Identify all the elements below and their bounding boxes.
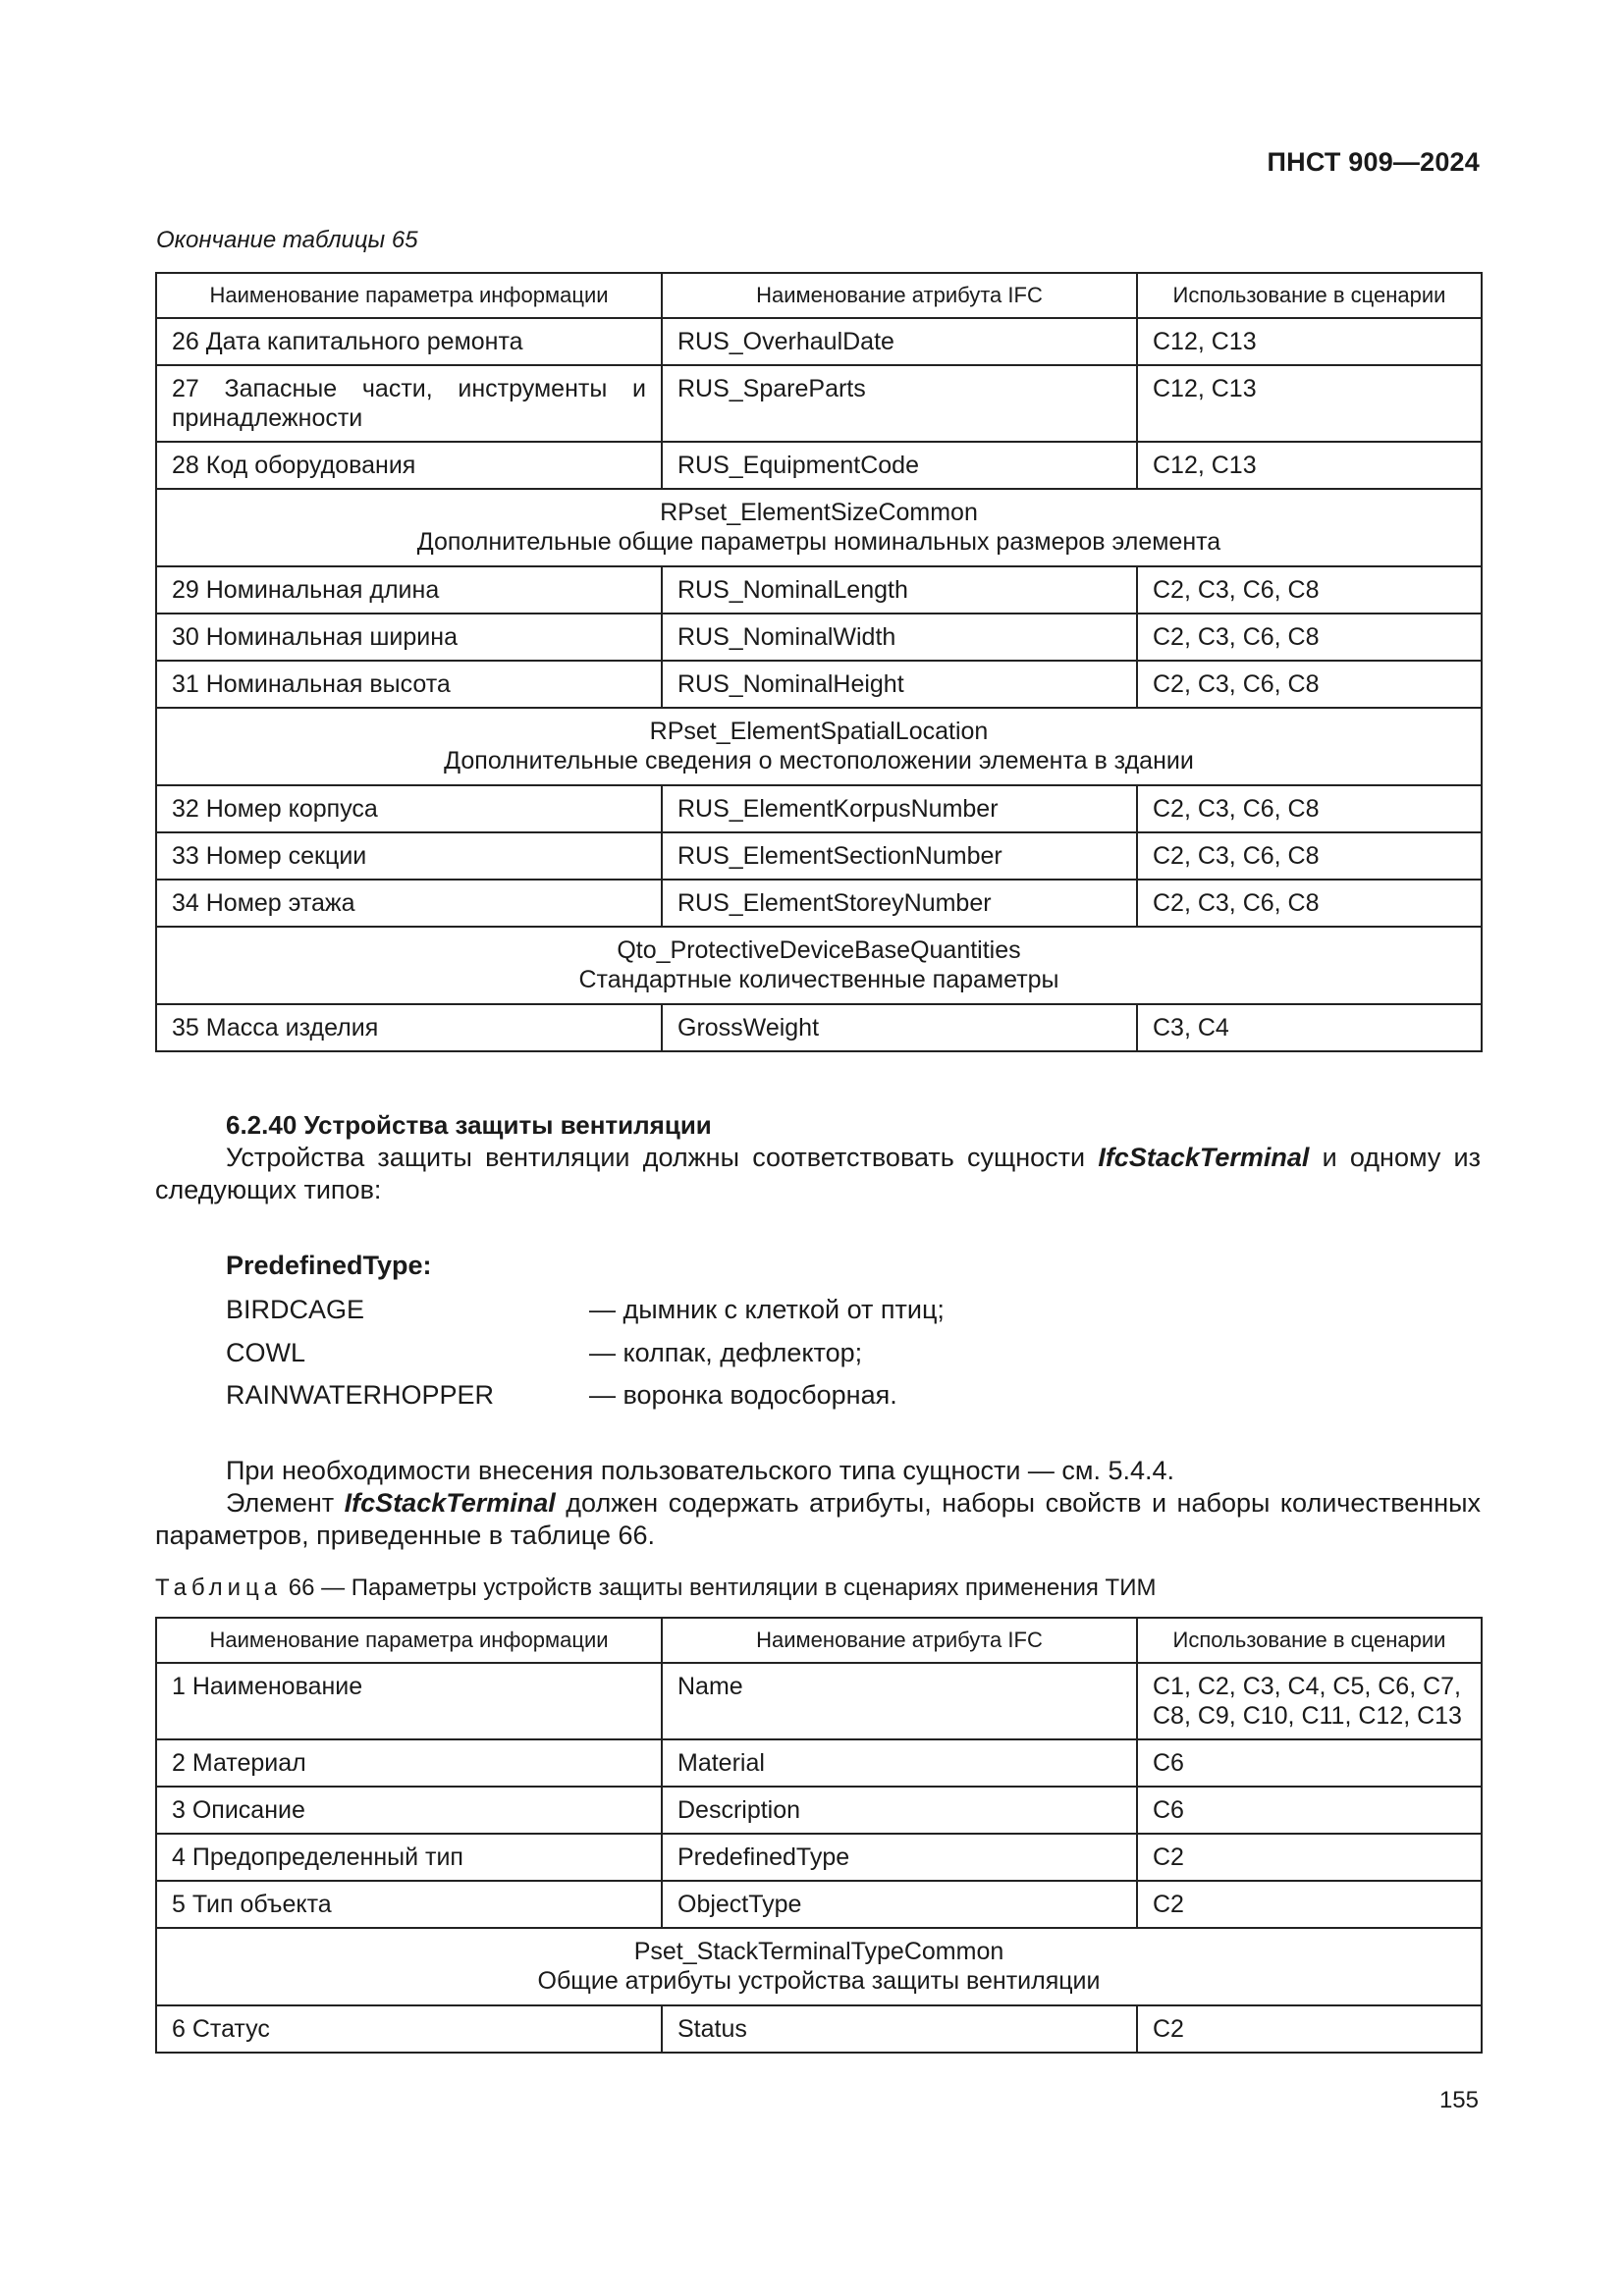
property-set-cell bbox=[156, 489, 1482, 566]
usage-cell: C1, C2, C3, C4, C5, C6, C7, C8, C9, C10, C11, C12, C13 bbox=[1137, 1663, 1482, 1739]
enum-description: — колпак, дефлектор; bbox=[589, 1338, 863, 1367]
ifc-attribute-cell: ObjectType bbox=[662, 1881, 1137, 1928]
table-row bbox=[156, 318, 1482, 365]
usage-cell: C12, C13 bbox=[1137, 442, 1482, 489]
table-row bbox=[156, 661, 1482, 708]
parameter-name-cell: 34 Номер этажа bbox=[156, 880, 662, 927]
table-row bbox=[156, 832, 1482, 880]
usage-cell: C2, C3, C6, C8 bbox=[1137, 661, 1482, 708]
property-set-group-row bbox=[156, 927, 1482, 1004]
table-66-body bbox=[156, 1663, 1482, 2053]
p3-text-before: Элемент bbox=[226, 1488, 345, 1518]
ifc-attribute-cell: GrossWeight bbox=[662, 1004, 1137, 1051]
ifc-attribute-cell: RUS_EquipmentCode bbox=[662, 442, 1137, 489]
entity-name: IfcStackTerminal bbox=[344, 1488, 556, 1518]
custom-type-note: При необходимости внесения пользовательского типа сущности — см. 5.4.4. bbox=[226, 1456, 1175, 1485]
property-set-cell bbox=[156, 1928, 1482, 2005]
parameter-name-cell: 33 Номер секции bbox=[156, 832, 662, 880]
table-header-row bbox=[156, 273, 1482, 318]
enum-name: COWL bbox=[226, 1338, 305, 1367]
ifc-attribute-cell: RUS_ElementSectionNumber bbox=[662, 832, 1137, 880]
parameter-name-cell: 1 Наименование bbox=[156, 1663, 662, 1739]
property-set-description: Дополнительные сведения о местоположении элемента в здании bbox=[444, 747, 1194, 774]
intro-text-before: Устройства защиты вентиляции должны соответствовать сущности bbox=[226, 1143, 1099, 1172]
table-65-end bbox=[155, 272, 1483, 1052]
property-set-group-row bbox=[156, 489, 1482, 566]
property-set-name: Pset_StackTerminalTypeCommon bbox=[633, 1938, 1004, 1965]
page-number: 155 bbox=[1438, 2087, 1479, 2113]
ifc-attribute-cell: RUS_SpareParts bbox=[662, 365, 1137, 442]
section-heading: 6.2.40 Устройства защиты вентиляции bbox=[226, 1110, 712, 1140]
ifc-attribute-cell: RUS_ElementKorpusNumber bbox=[662, 785, 1137, 832]
usage-cell: C2, C3, C6, C8 bbox=[1137, 785, 1482, 832]
table-row bbox=[156, 1881, 1482, 1928]
ifc-attribute-cell: Material bbox=[662, 1739, 1137, 1787]
intro-paragraph bbox=[155, 1142, 1481, 1206]
table-row bbox=[156, 1004, 1482, 1051]
intro-text-after: и одному из следующих типов: bbox=[155, 1143, 1481, 1204]
parameter-name-cell: 30 Номинальная ширина bbox=[156, 614, 662, 661]
property-set-cell bbox=[156, 708, 1482, 785]
table-row bbox=[156, 1787, 1482, 1834]
table-row bbox=[156, 442, 1482, 489]
table-row bbox=[156, 880, 1482, 927]
element-paragraph bbox=[155, 1487, 1481, 1552]
column-header-ifc-attribute: Наименование атрибута IFC bbox=[662, 273, 1137, 318]
property-set-name: RPset_ElementSpatialLocation bbox=[649, 718, 989, 745]
ifc-attribute-cell: RUS_NominalWidth bbox=[662, 614, 1137, 661]
usage-cell: C2, C3, C6, C8 bbox=[1137, 832, 1482, 880]
usage-cell: C3, C4 bbox=[1137, 1004, 1482, 1051]
property-set-cell bbox=[156, 927, 1482, 1004]
enum-description: — дымник с клеткой от птиц; bbox=[589, 1295, 945, 1324]
enum-description: — воронка водосборная. bbox=[589, 1380, 897, 1410]
predefined-type-label: PredefinedType: bbox=[226, 1251, 432, 1280]
usage-cell: C2 bbox=[1137, 1881, 1482, 1928]
enum-name: BIRDCAGE bbox=[226, 1295, 365, 1324]
caption-rest: 66 — Параметры устройств защиты вентиляции в сценариях применения ТИМ bbox=[282, 1575, 1157, 1601]
parameter-name-cell: 29 Номинальная длина bbox=[156, 566, 662, 614]
parameter-name-cell: 27 Запасные части, инструменты и принадлежности bbox=[156, 365, 662, 442]
column-header-parameter: Наименование параметра информации bbox=[156, 273, 662, 318]
parameter-name-cell: 6 Статус bbox=[156, 2005, 662, 2053]
table-row bbox=[156, 785, 1482, 832]
parameter-name-cell: 35 Масса изделия bbox=[156, 1004, 662, 1051]
entity-name: IfcStackTerminal bbox=[1098, 1143, 1310, 1172]
ifc-attribute-cell: RUS_NominalHeight bbox=[662, 661, 1137, 708]
ifc-attribute-cell: Name bbox=[662, 1663, 1137, 1739]
ifc-attribute-cell: RUS_OverhaulDate bbox=[662, 318, 1137, 365]
parameter-name-cell: 5 Тип объекта bbox=[156, 1881, 662, 1928]
property-set-description: Стандартные количественные параметры bbox=[578, 966, 1059, 993]
usage-cell: C2, C3, C6, C8 bbox=[1137, 566, 1482, 614]
usage-cell: C12, C13 bbox=[1137, 318, 1482, 365]
column-header-ifc-attribute: Наименование атрибута IFC bbox=[662, 1618, 1137, 1663]
property-set-group-row bbox=[156, 1928, 1482, 2005]
property-set-name: Qto_ProtectiveDeviceBaseQuantities bbox=[617, 936, 1021, 964]
column-header-parameter: Наименование параметра информации bbox=[156, 1618, 662, 1663]
table-row bbox=[156, 2005, 1482, 2053]
table-row bbox=[156, 1834, 1482, 1881]
table-66 bbox=[155, 1617, 1483, 2054]
column-header-usage: Использование в сценарии bbox=[1137, 1618, 1482, 1663]
enum-name: RAINWATERHOPPER bbox=[226, 1380, 495, 1410]
parameter-name-cell: 3 Описание bbox=[156, 1787, 662, 1834]
document-code: ПНСТ 909—2024 bbox=[1267, 147, 1480, 177]
usage-cell: C2 bbox=[1137, 1834, 1482, 1881]
table-continuation-caption: Окончание таблицы 65 bbox=[156, 227, 418, 253]
usage-cell: C6 bbox=[1137, 1787, 1482, 1834]
usage-cell: C6 bbox=[1137, 1739, 1482, 1787]
parameter-name-cell: 26 Дата капитального ремонта bbox=[156, 318, 662, 365]
table-row bbox=[156, 566, 1482, 614]
parameter-name-cell: 2 Материал bbox=[156, 1739, 662, 1787]
p3-text-after: должен содержать атрибуты, наборы свойств и наборы количественных параметров, приведенные в таблице 66. bbox=[155, 1488, 1482, 1550]
parameter-name-cell: 28 Код оборудования bbox=[156, 442, 662, 489]
property-set-description: Общие атрибуты устройства защиты вентиляции bbox=[537, 1967, 1101, 1995]
property-set-name: RPset_ElementSizeCommon bbox=[660, 499, 978, 526]
parameter-name-cell: 4 Предопределенный тип bbox=[156, 1834, 662, 1881]
table-row bbox=[156, 614, 1482, 661]
property-set-description: Дополнительные общие параметры номинальных размеров элемента bbox=[416, 528, 1221, 556]
table-header-row bbox=[156, 1618, 1482, 1663]
table-65-body bbox=[156, 318, 1482, 1051]
ifc-attribute-cell: Status bbox=[662, 2005, 1137, 2053]
column-header-usage: Использование в сценарии bbox=[1137, 273, 1482, 318]
table-row bbox=[156, 365, 1482, 442]
ifc-attribute-cell: RUS_ElementStoreyNumber bbox=[662, 880, 1137, 927]
usage-cell: C2, C3, C6, C8 bbox=[1137, 880, 1482, 927]
parameter-name-cell: 32 Номер корпуса bbox=[156, 785, 662, 832]
table-66-caption bbox=[155, 1575, 1156, 1602]
usage-cell: C12, C13 bbox=[1137, 365, 1482, 442]
table-row bbox=[156, 1663, 1482, 1739]
property-set-group-row bbox=[156, 708, 1482, 785]
ifc-attribute-cell: PredefinedType bbox=[662, 1834, 1137, 1881]
table-row bbox=[156, 1739, 1482, 1787]
parameter-name-cell: 31 Номинальная высота bbox=[156, 661, 662, 708]
ifc-attribute-cell: RUS_NominalLength bbox=[662, 566, 1137, 614]
usage-cell: C2, C3, C6, C8 bbox=[1137, 614, 1482, 661]
usage-cell: C2 bbox=[1137, 2005, 1482, 2053]
caption-word: Таблица bbox=[155, 1575, 283, 1601]
ifc-attribute-cell: Description bbox=[662, 1787, 1137, 1834]
